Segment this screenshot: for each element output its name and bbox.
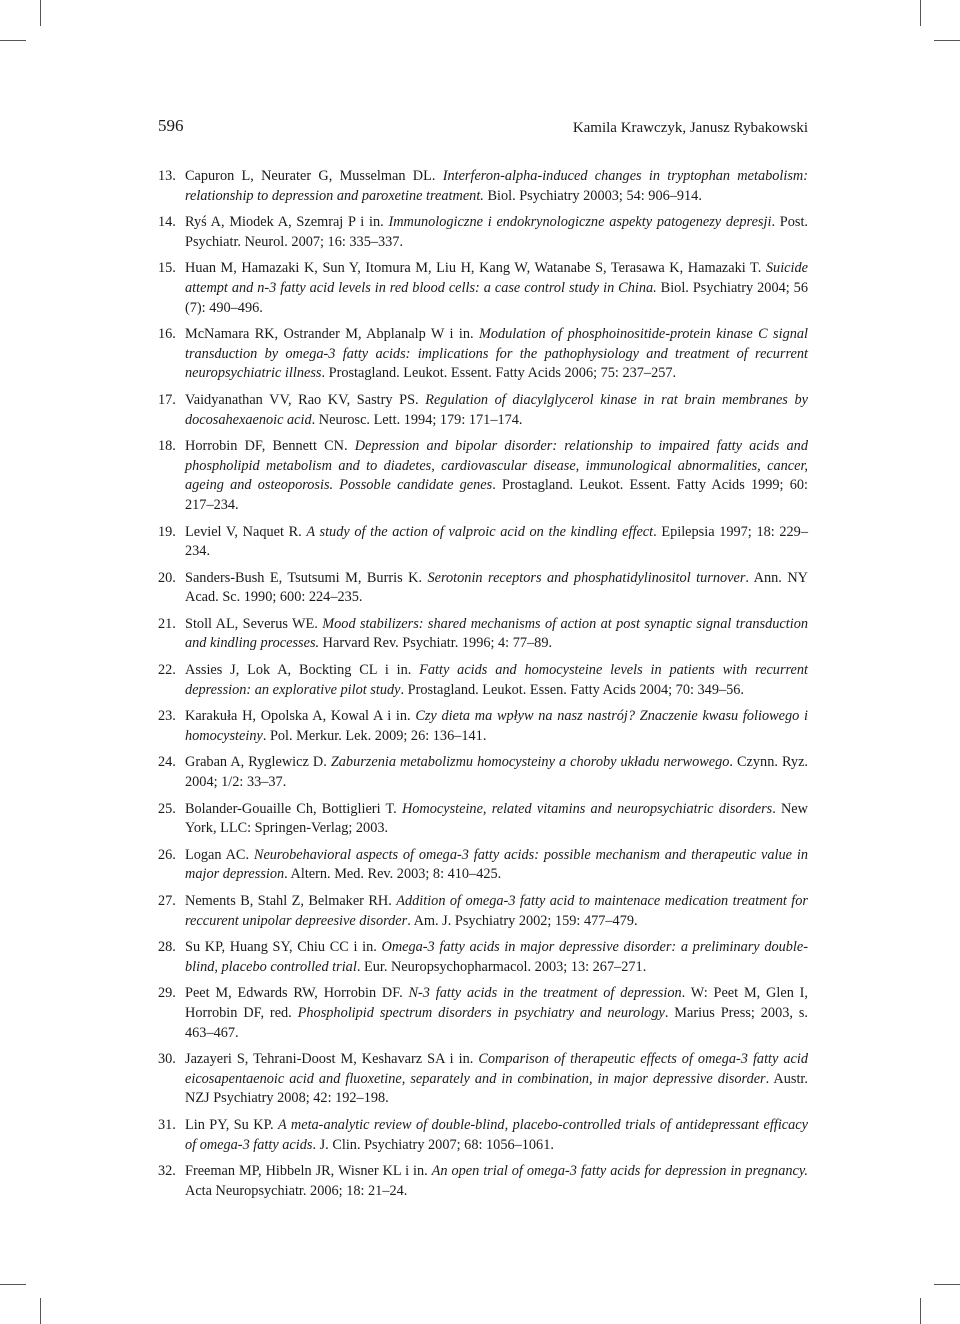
reference-title: A meta-analytic review of double-blind, placebo-controlled trials of antidepressant efficacy of omega-3 fatty acids: [185, 1116, 808, 1153]
reference-number: 29.: [158, 985, 176, 1002]
reference-item: [158, 846, 808, 885]
reference-title: Regulation of diacylglycerol kinase in rat brain membranes by docosahexaenoic acid: [185, 391, 808, 428]
crop-mark-bottom-right-horizontal: [934, 1284, 960, 1285]
reference-authors: Leviel V, Naquet R.: [185, 523, 307, 540]
reference-book-title: Phospholipid spectrum disorders in psychiatry and neurology: [297, 1004, 665, 1021]
reference-source: Biol. Psychiatry 2004; 56 (7): 490–496.: [185, 279, 808, 316]
reference-source: . Post. Psychiatr. Neurol. 2007; 16: 335–337.: [185, 214, 809, 250]
reference-number: 26.: [158, 846, 176, 863]
reference-source: Biol. Psychiatry 20003; 54: 906–914.: [483, 187, 702, 204]
reference-item: [158, 259, 808, 318]
reference-authors: Bolander-Gouaille Ch, Bottiglieri T.: [185, 800, 402, 817]
reference-number: 23.: [158, 708, 176, 725]
reference-number: 28.: [158, 939, 176, 956]
reference-title: Addition of omega-3 fatty acid to maintenace medication treatment for reccurent unipolar depreesive disorder: [185, 893, 808, 929]
reference-source: . Eur. Neuropsychopharmacol. 2003; 13: 267–271.: [356, 958, 647, 975]
reference-list: [158, 167, 808, 1208]
reference-title: Interferon-alpha-induced changes in tryptophan metabolism: relationship to depression and paroxetine treatment.: [185, 168, 808, 204]
reference-item: [158, 569, 808, 608]
reference-number: 31.: [158, 1116, 176, 1133]
reference-item: [158, 707, 808, 746]
reference-source: . Ann. NY Acad. Sc. 1990; 600: 224–235.: [185, 569, 808, 606]
reference-source: . J. Clin. Psychiatry 2007; 68: 1056–1061.: [312, 1136, 554, 1153]
reference-item: [158, 1050, 808, 1109]
reference-item: [158, 1116, 808, 1155]
reference-source: . Neurosc. Lett. 1994; 179: 171–174.: [311, 411, 523, 428]
reference-source: . Prostagland. Leukot. Essent. Fatty Acids 1999; 60: 217–234.: [185, 477, 808, 513]
reference-title: Homocysteine, related vitamins and neuropsychiatric disorders: [401, 800, 773, 817]
reference-authors: Huan M, Hamazaki K, Sun Y, Itomura M, Liu H, Kang W, Watanabe S, Terasawa K, Hamazaki T.: [185, 260, 766, 277]
reference-number: 25.: [158, 800, 176, 817]
reference-item: [158, 167, 808, 206]
reference-authors: Stoll AL, Severus WE.: [185, 615, 323, 632]
reference-title: Mood stabilizers: shared mechanisms of action at post synaptic signal transduction and kindling processes.: [185, 615, 808, 652]
reference-title: N-3 fatty acids in the treatment of depression: [408, 985, 682, 1002]
reference-item: [158, 437, 808, 515]
reference-source: . Am. J. Psychiatry 2002; 159: 477–479.: [407, 912, 638, 929]
reference-item: [158, 984, 808, 1043]
crop-mark-bottom-left-horizontal: [0, 1284, 26, 1285]
reference-item: [158, 1162, 808, 1201]
reference-authors: Su KP, Huang SY, Chiu CC i in.: [185, 939, 382, 956]
reference-number: 30.: [158, 1051, 176, 1068]
reference-item: [158, 325, 808, 384]
reference-item: [158, 213, 808, 252]
reference-number: 18.: [158, 438, 176, 455]
reference-authors: Freeman MP, Hibbeln JR, Wisner KL i in.: [185, 1163, 432, 1180]
reference-title: Czy dieta ma wpływ na nasz nastrój? Znaczenie kwasu foliowego i homocysteiny: [185, 708, 808, 744]
reference-authors: Sanders-Bush E, Tsutsumi M, Burris K.: [185, 569, 428, 586]
reference-authors: Graban A, Ryglewicz D.: [185, 754, 331, 771]
reference-source: . Epilepsia 1997; 18: 229–234.: [185, 523, 808, 560]
reference-source: . Pol. Merkur. Lek. 2009; 26: 136–141.: [262, 727, 487, 744]
page-number: 596: [158, 116, 184, 135]
reference-title: Zaburzenia metabolizmu homocysteiny a choroby układu nerwowego: [330, 754, 730, 771]
reference-authors: Capuron L, Neurater G, Musselman DL.: [185, 168, 443, 184]
reference-source: . Prostagland. Leukot. Essen. Fatty Acids 2004; 70: 349–56.: [400, 681, 744, 698]
reference-number: 13.: [158, 168, 176, 184]
reference-authors: McNamara RK, Ostrander M, Abplanalp W i in.: [185, 326, 479, 343]
reference-source: . W: Peet M, Glen I, Horrobin DF, red.: [185, 985, 808, 1021]
reference-authors: Jazayeri S, Tehrani-Doost M, Keshavarz SA i in.: [185, 1051, 479, 1068]
reference-item: [158, 615, 808, 654]
reference-source: . Austr. NZJ Psychiatry 2008; 42: 192–198.: [185, 1070, 808, 1107]
reference-authors: Vaidyanathan VV, Rao KV, Sastry PS.: [185, 391, 426, 408]
reference-authors: Ryś A, Miodek A, Szemraj P i in.: [185, 214, 389, 231]
reference-authors: Assies J, Lok A, Bockting CL i in.: [185, 662, 420, 679]
reference-number: 19.: [158, 523, 176, 540]
reference-item: [158, 800, 808, 839]
reference-item: [158, 523, 808, 562]
reference-source: . Czynn. Ryz. 2004; 1/2: 33–37.: [185, 754, 808, 791]
reference-number: 15.: [158, 260, 176, 277]
reference-title: Modulation of phosphoinositide-protein kinase C signal transduction by omega-3 fatty acids: implications for the pathophysiology and treatment of recurrent neuropsychiatric illness: [185, 326, 808, 382]
page-header: [158, 116, 808, 146]
reference-item: [158, 892, 808, 931]
reference-source: . Altern. Med. Rev. 2003; 8: 410–425.: [284, 866, 502, 883]
crop-mark-bottom-left-vertical: [40, 1298, 41, 1324]
reference-authors: Horrobin DF, Bennett CN.: [185, 438, 355, 455]
reference-title: A study of the action of valproic acid on the kindling effect: [306, 523, 654, 540]
reference-title: Suicide attempt and n-3 fatty acid levels in red blood cells: a case control study in China.: [185, 260, 808, 296]
reference-number: 16.: [158, 326, 176, 343]
crop-mark-top-right-horizontal: [934, 40, 960, 41]
crop-mark-bottom-right-vertical: [920, 1298, 921, 1324]
reference-title: Immunologiczne i endokrynologiczne aspekty patogenezy depresji: [388, 214, 772, 231]
reference-source: Acta Neuropsychiatr. 2006; 18: 21–24.: [185, 1182, 408, 1199]
reference-title: Depression and bipolar disorder: relationship to impaired fatty acids and phospholipid metabolism and to diadetes, cardiovascular disease, immunological abnormalities, cancer, ageing and osteoporosis. Possoble candidate genes: [185, 438, 808, 494]
reference-title: An open trial of omega-3 fatty acids for depression in pregnancy.: [431, 1163, 808, 1180]
reference-item: [158, 938, 808, 977]
reference-number: 32.: [158, 1163, 176, 1180]
reference-title: Neurobehavioral aspects of omega-3 fatty acids: possible mechanism and therapeutic value in major depression: [185, 846, 808, 883]
reference-source: . Prostagland. Leukot. Essent. Fatty Acids 2006; 75: 237–257.: [321, 365, 677, 382]
reference-number: 24.: [158, 754, 176, 771]
reference-title: Fatty acids and homocysteine levels in patients with recurrent depression: an explorative pilot study: [185, 662, 809, 698]
reference-authors: Karakuła H, Opolska A, Kowal A i in.: [185, 708, 416, 725]
reference-number: 14.: [158, 214, 176, 231]
reference-number: 20.: [158, 569, 176, 586]
reference-number: 22.: [158, 662, 176, 679]
reference-authors: Nements B, Stahl Z, Belmaker RH.: [185, 893, 397, 909]
crop-mark-top-right-vertical: [920, 0, 921, 26]
reference-number: 21.: [158, 615, 176, 632]
reference-number: 17.: [158, 391, 176, 408]
reference-source: Harvard Rev. Psychiatr. 1996; 4: 77–89.: [319, 635, 553, 652]
reference-title: Serotonin receptors and phosphatidylinositol turnover: [427, 569, 746, 586]
reference-title: Omega-3 fatty acids in major depressive disorder: a preliminary double-blind, placebo controlled trial: [185, 939, 809, 975]
reference-authors: Peet M, Edwards RW, Horrobin DF.: [185, 985, 409, 1002]
reference-book-source: . Marius Press; 2003, s. 463–467.: [185, 1004, 808, 1041]
reference-title: Comparison of therapeutic effects of omega-3 fatty acid eicosapentaenoic acid and fluoxetine, separately and in combination, in major depressive disorder: [185, 1051, 808, 1087]
running-head: Kamila Krawczyk, Janusz Rybakowski: [572, 120, 808, 136]
crop-mark-top-left-horizontal: [0, 40, 26, 41]
reference-item: [158, 661, 808, 700]
reference-authors: Logan AC.: [185, 846, 254, 863]
reference-source: . New York, LLC: Springen-Verlag; 2003.: [185, 800, 808, 837]
reference-item: [158, 391, 808, 430]
reference-number: 27.: [158, 893, 176, 909]
reference-item: [158, 753, 808, 792]
crop-mark-top-left-vertical: [40, 0, 41, 26]
reference-authors: Lin PY, Su KP.: [185, 1116, 278, 1133]
